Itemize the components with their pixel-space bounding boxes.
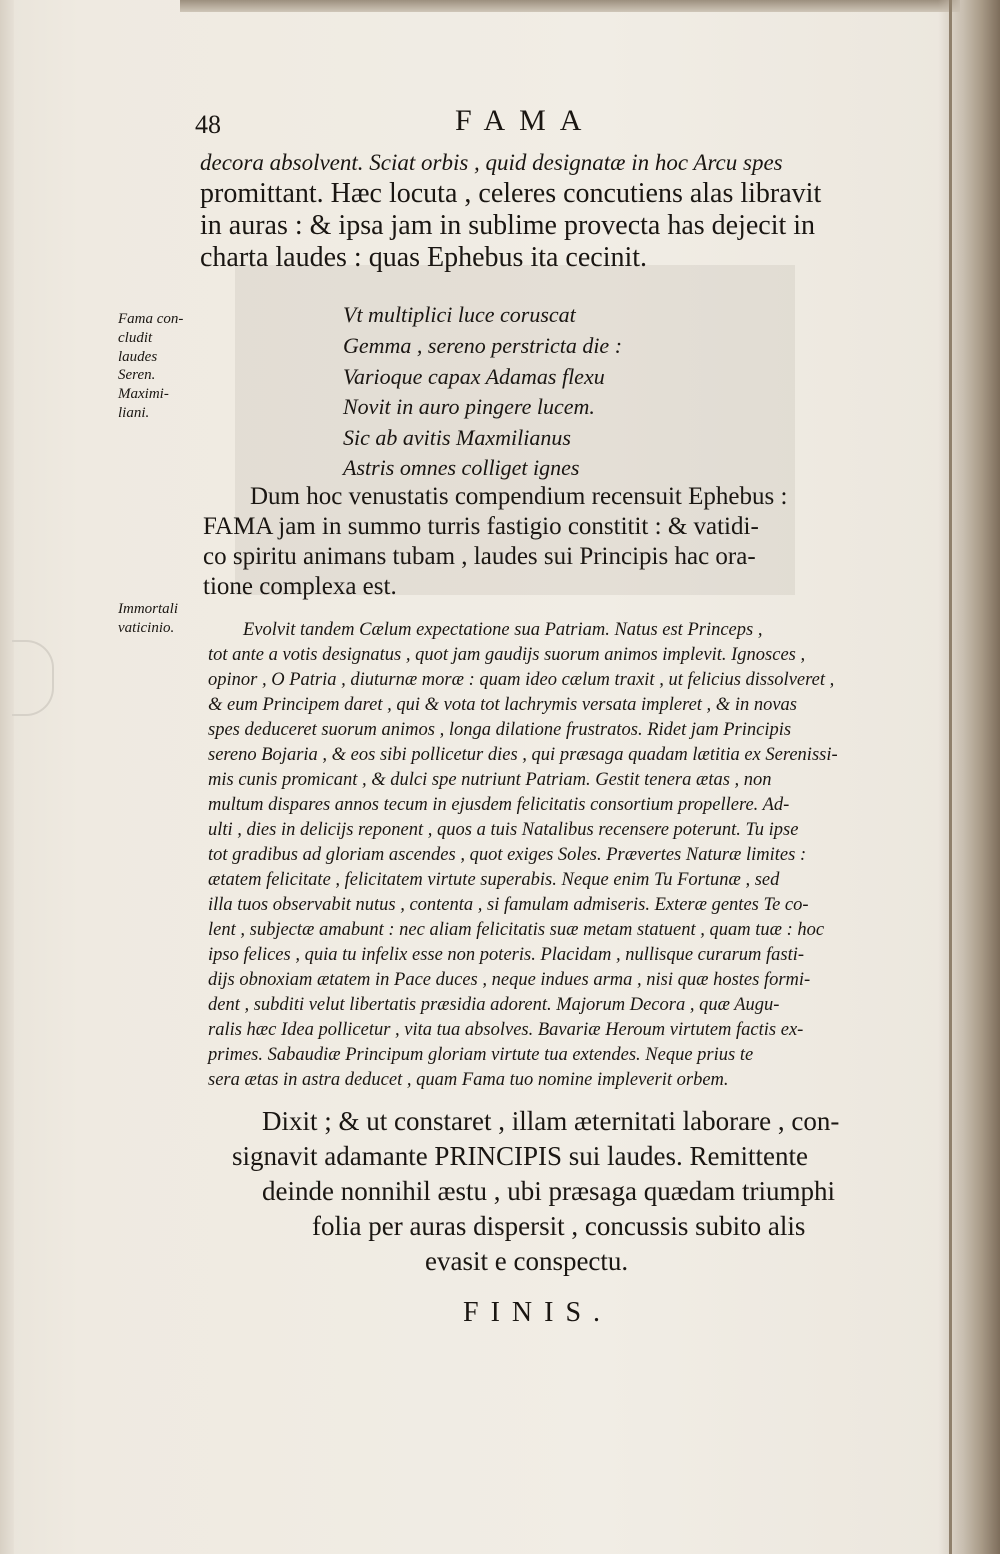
page-stack-edge	[938, 0, 1000, 1554]
verse-line: Varioque capax Adamas flexu	[343, 364, 605, 389]
verse-line: Vt multiplici luce coruscat	[343, 302, 576, 327]
dum-line: Dum hoc venustatis compendium recensuit Ephebus :	[250, 483, 788, 510]
margin-note-line: Maximi-	[118, 386, 169, 402]
margin-note-line: Immortali	[118, 601, 178, 617]
margin-note-line: Seren.	[118, 367, 156, 384]
margin-note-vaticinio	[118, 600, 178, 638]
oration-line: ipso felices , quia tu infelix esse non poteris. Placidam , nullisque curarum fasti-	[208, 945, 805, 965]
binding-edge	[0, 0, 14, 1554]
page-number: 48	[195, 110, 221, 139]
running-head: FAMA	[455, 104, 596, 137]
oration-line: ralis hæc Idea pollicetur , vita tua absolves. Bavariæ Heroum virtutem factis ex-	[208, 1020, 804, 1040]
oration-line: dijs obnoxiam ætatem in Pace duces , neque indues arma , nisi quæ hostes formi-	[208, 970, 811, 990]
oration-line: ætatem felicitate , felicitatem virtute superabis. Neque enim Tu Fortunæ , sed	[208, 870, 780, 890]
verse-line: Sic ab avitis Maxmilianus	[343, 425, 571, 450]
oration-line: sera ætas in astra deducet , quam Fama tuo nomine impleverit orbem.	[208, 1070, 729, 1090]
intro-line: charta laudes : quas Ephebus ita cecinit.	[200, 242, 648, 273]
oration-line: & eum Principem daret , qui & vota tot lachrymis versata impleret , & in novas	[208, 695, 798, 715]
verse-line: Gemma , sereno perstricta die :	[343, 333, 623, 358]
intro-line: decora absolvent. Sciat orbis , quid designatæ in hoc Arcu spes	[200, 150, 783, 175]
oration-line: mis cunis promicant , & dulci spe nutriunt Patriam. Gestit tenera ætas , non	[208, 770, 772, 790]
paper-clip	[12, 640, 54, 716]
verse-line: Astris omnes colliget ignes	[343, 455, 580, 480]
margin-note-line: vaticinio.	[118, 619, 175, 636]
finis-heading: FINIS.	[463, 1297, 613, 1328]
oration-line: spes deduceret suorum animos , longa dilatione frustratos. Ridet jam Principis	[208, 720, 792, 740]
closing-line: folia per auras dispersit , concussis subito alis	[312, 1211, 806, 1241]
intro-line: promittant. Hæc locuta , celeres concutiens alas libravit	[200, 178, 822, 209]
oration-line: dent , subditi velut libertatis præsidia adorent. Majorum Decora , quæ Augu-	[208, 995, 780, 1015]
top-edge-shadow	[180, 0, 960, 12]
oration-line: primes. Sabaudiæ Principum gloriam virtute tua extendes. Neque prius te	[208, 1045, 754, 1065]
margin-note-line: laudes	[118, 348, 158, 365]
oration-line: multum dispares annos tecum in ejusdem felicitatis consortium propellere. Ad-	[208, 795, 790, 815]
dum-line: tione complexa est.	[203, 573, 397, 600]
margin-note-fama	[118, 310, 183, 423]
margin-note-line: Fama con-	[118, 311, 184, 327]
margin-note-line: cludit	[118, 329, 153, 346]
closing-line: Dixit ; & ut constaret , illam æternitati laborare , con-	[262, 1106, 840, 1136]
oration-line: Evolvit tandem Cælum expectatione sua Patriam. Natus est Princeps ,	[243, 620, 763, 640]
oration-line: tot ante a votis designatus , quot jam gaudijs suorum animos implevit. Ignosces ,	[208, 645, 806, 665]
oration-line: lent , subjectæ amabunt : nec aliam felicitatis suæ metam statuent , quam tuæ : hoc	[208, 920, 825, 940]
verse-line: Novit in auro pingere lucem.	[343, 394, 595, 419]
oration-line: sereno Bojaria , & eos sibi pollicetur dies , qui præsaga quadam lætitia ex Serenissi-	[208, 745, 838, 765]
closing-line: evasit e conspectu.	[425, 1246, 629, 1276]
margin-note-line: liani.	[118, 404, 150, 421]
oration-line: tot gradibus ad gloriam ascendes , quot exiges Soles. Prævertes Naturæ limites :	[208, 845, 807, 865]
dum-line: co spiritu animans tubam , laudes sui Principis hac ora-	[203, 543, 756, 570]
intro-line: in auras : & ipsa jam in sublime provecta has dejecit in	[200, 210, 816, 241]
closing-line: signavit adamante PRINCIPIS sui laudes. Remittente	[232, 1141, 808, 1171]
oration-line: illa tuos observabit nutus , contenta , si famulam admiseris. Exteræ gentes Te co-	[208, 895, 809, 915]
closing-line: deinde nonnihil æstu , ubi præsaga quædam triumphi	[262, 1176, 835, 1206]
dum-line: FAMA jam in summo turris fastigio constitit : & vatidi-	[203, 513, 759, 540]
oration-line: ulti , dies in delicijs reponent , quos a tuis Natalibus recensere poterunt. Tu ipse	[208, 820, 799, 840]
oration-line: opinor , O Patria , diuturnæ moræ : quam ideo cælum traxit , ut felicius dissolveret ,	[208, 670, 835, 690]
page-edge-line	[949, 0, 952, 1554]
